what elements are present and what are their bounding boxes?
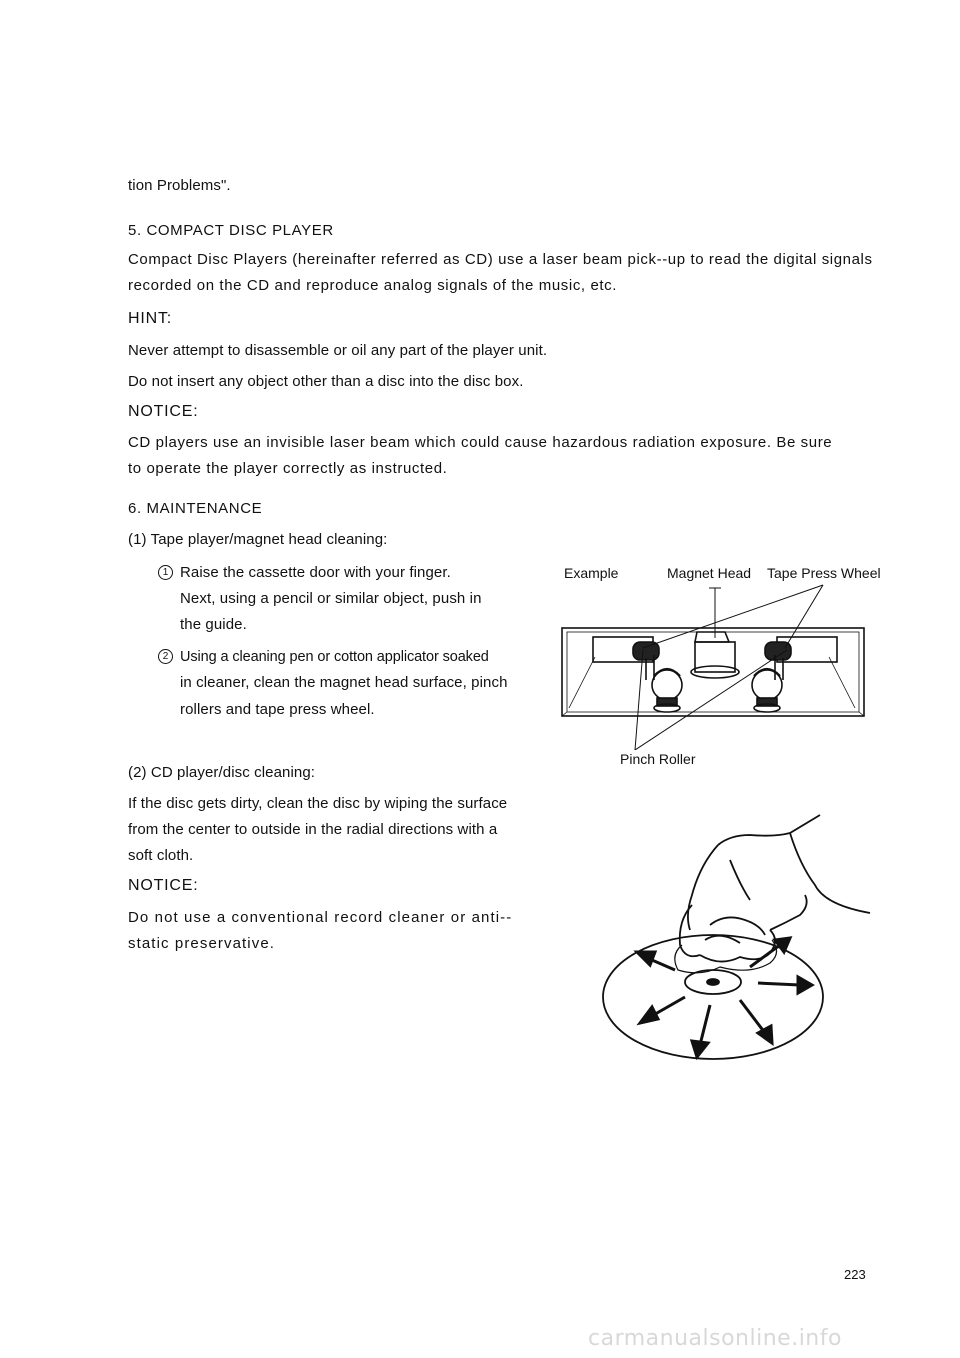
sub2-notice-line-2: static preservative.	[128, 935, 276, 952]
sub2-notice-line-1: Do not use a conventional record cleaner or anti--	[128, 909, 513, 926]
notice-line-2: to operate the player correctly as instructed.	[128, 460, 448, 477]
page-number: 223	[844, 1267, 866, 1282]
hint-heading: HINT:	[128, 310, 172, 327]
continuation-text: tion Problems".	[128, 177, 231, 194]
sub2-heading: (2) CD player/disc cleaning:	[128, 764, 316, 781]
disc-cleaning-drawing	[600, 805, 885, 1080]
hint-line-1: Never attempt to disassemble or oil any part of the player unit.	[128, 342, 548, 359]
sub2-line-1: If the disc gets dirty, clean the disc by wiping the surface	[128, 795, 508, 812]
label-magnet-head: Magnet Head	[667, 565, 752, 581]
notice-heading: NOTICE:	[128, 403, 199, 420]
step-1-number: 1	[158, 565, 173, 580]
label-tape-press-wheel: Tape Press Wheel	[767, 565, 881, 581]
step-2-line-1: Using a cleaning pen or cotton applicator soaked	[180, 649, 489, 665]
hint-line-2: Do not insert any object other than a disc into the disc box.	[128, 373, 524, 390]
label-example: Example	[564, 565, 619, 581]
notice-line-1: CD players use an invisible laser beam which could cause hazardous radiation exposure. Be sure	[128, 434, 833, 451]
section-6-heading: 6. MAINTENANCE	[128, 500, 263, 517]
sub2-notice-heading: NOTICE:	[128, 877, 199, 894]
tape-mechanism-drawing	[555, 580, 875, 750]
watermark: carmanualsonline.info	[588, 1326, 842, 1351]
step-2-number: 2	[158, 649, 173, 664]
sub2-line-2: from the center to outside in the radial directions with a	[128, 821, 498, 838]
sub2-line-3: soft cloth.	[128, 847, 194, 864]
step-2-line-2: in cleaner, clean the magnet head surface, pinch	[180, 674, 508, 691]
section-5-heading: 5. COMPACT DISC PLAYER	[128, 222, 334, 239]
step-2-line-3: rollers and tape press wheel.	[180, 701, 375, 718]
step-1-line-1: Raise the cassette door with your finger.	[180, 564, 451, 581]
step-1-line-3: the guide.	[180, 616, 247, 633]
sub1-heading: (1) Tape player/magnet head cleaning:	[128, 531, 388, 548]
section-5-intro-line-2: recorded on the CD and reproduce analog signals of the music, etc.	[128, 277, 618, 294]
section-5-intro-line-1: Compact Disc Players (hereinafter referred as CD) use a laser beam pick--up to read the digital signals	[128, 251, 873, 268]
label-pinch-roller: Pinch Roller	[620, 751, 696, 767]
step-1-line-2: Next, using a pencil or similar object, push in	[180, 590, 482, 607]
